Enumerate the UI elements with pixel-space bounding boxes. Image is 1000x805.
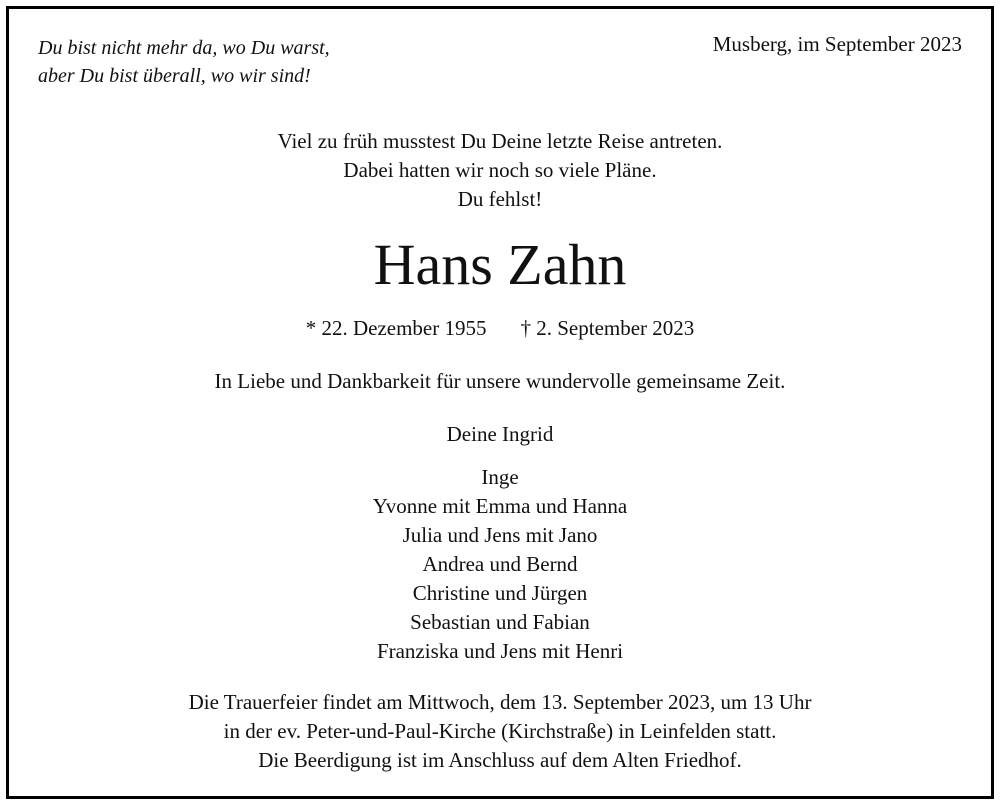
funeral-info [0,688,1000,775]
family-member: Franziska und Jens mit Henri [376,639,624,663]
intro-line: Viel zu früh musstest Du Deine letzte Reise antreten. [277,129,723,153]
quote [38,34,330,90]
life-dates [0,314,1000,343]
deceased-name: Hans Zahn [373,232,627,297]
intro-line: Du fehlst! [457,187,543,211]
family-list [0,463,1000,666]
obituary-border [6,6,994,799]
intro-text [0,127,1000,214]
death-date: † 2. September 2023 [520,316,695,340]
dedication: In Liebe und Dankbarkeit für unsere wundervolle gemeinsame Zeit. [214,369,786,393]
family-member: Sebastian und Fabian [410,610,590,634]
funeral-line: Die Trauerfeier findet am Mittwoch, dem 13. September 2023, um 13 Uhr [188,690,812,714]
place-date: Musberg, im September 2023 [712,32,962,56]
signer: Deine Ingrid [446,422,554,446]
funeral-line: in der ev. Peter-und-Paul-Kirche (Kirchstraße) in Leinfelden statt. [223,719,777,743]
quote-line: Du bist nicht mehr da, wo Du warst, [38,37,330,59]
funeral-line: Die Beerdigung ist im Anschluss auf dem Alten Friedhof. [258,748,742,772]
quote-line: aber Du bist überall, wo wir sind! [38,65,311,87]
family-member: Julia und Jens mit Jano [402,523,598,547]
family-member: Inge [481,465,519,489]
family-member: Yvonne mit Emma und Hanna [372,494,628,518]
family-member: Christine und Jürgen [412,581,588,605]
intro-line: Dabei hatten wir noch so viele Pläne. [343,158,657,182]
birth-date: * 22. Dezember 1955 [305,316,487,340]
family-member: Andrea und Bernd [422,552,578,576]
